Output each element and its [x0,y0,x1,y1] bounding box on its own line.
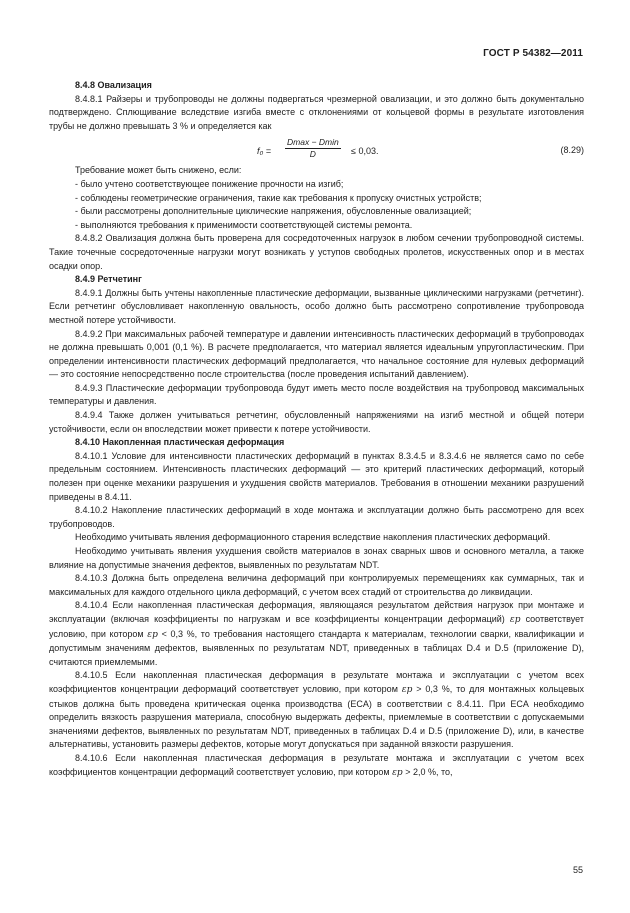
list-item: - было учтено соответствующее понижение прочности на изгиб; [75,178,344,189]
list-item: - соблюдены геометрические ограничения, такие как требования к пропуску очистных устройств; [75,192,482,203]
text-segment: 8.4.10.4 Если накопленная пластическая деформация, являющаяся результатом действия нагрузок при монтаже и эксплуатации (включая коэффициенты по нагрузкам и все коэффициенты концентрации деформаций) [49,600,584,624]
paragraph-8-4-10-6 [49,752,584,780]
paragraph-8-4-10-3: 8.4.10.3 Должна быть определена величина деформаций при контролируемых перемещениях как суммарных, так и максимальных для каждого отдельного цикла деформаций, с учетом всех стадий от строительства до ликвидации. [49,573,584,597]
formula-numerator: Dmax − Dmin [287,137,339,148]
epsilon-symbol: εp [147,629,158,640]
text-segment: 8.4.10.5 Если накопленная пластическая деформация в результате монтажа и эксплуатации с учетом всех коэффициентов концентрации деформаций соответствует условию, при котором [49,670,584,694]
formula-rhs: ≤ 0,03. [351,146,379,157]
section-heading-8-4-10: 8.4.10 Накопленная пластическая деформация [75,437,285,448]
paragraph-8-4-10-2: 8.4.10.2 Накопление пластических деформаций в ходе монтажа и эксплуатации должно быть рассмотрено для всех трубопроводов. [49,505,584,529]
paragraph-8-4-10-4 [49,599,584,669]
paragraph-8-4-9-1: 8.4.9.1 Должны быть учтены накопленные пластические деформации, вызванные циклическими нагрузками (ретчетинг). Если ретчетинг обусловливает накопленную овальность, особо должно быть рассмотрено сопротивление трубопровода местной потере устойчивости. [49,287,584,325]
paragraph-8-4-8-2: 8.4.8.2 Овализация должна быть проверена для сосредоточенных нагрузок в любом сечении трубопроводной системы. Такие точечные сосредоточенные нагрузки могут возникать у уступов свободных пролетов, искусственных опор и в местах осадки опор. [49,233,584,271]
formula-8-29 [49,137,584,159]
paragraph-aging: Необходимо учитывать явления деформационного старения вследствие накопления пластических деформаций. [75,532,551,543]
epsilon-symbol: εp [401,684,413,695]
epsilon-symbol: εp [509,614,521,625]
paragraph-degradation: Необходимо учитывать явления ухудшения свойств материалов в зонах сварных швов и основного металла, а также влияние на допустимые значения дефектов, выявленных по результатам NDT. [49,546,584,570]
paragraph-8-4-9-3: 8.4.9.3 Пластические деформации трубопровода будут иметь место после воздействия на трубопровод максимальных температуры и давления. [49,382,584,407]
paragraph-8-4-9-2: 8.4.9.2 При максимальных рабочей температуре и давлении интенсивность пластических деформаций в трубопроводах не должна превышать 0,001 (0,1 %). В расчете предполагается, что материал является идеальным упругопластическим. При определении интенсивности пластических деформаций предполагается, что начальное состояние для нулевых деформаций — это состояние непосредственно после строительства (после проведения испытаний давлением). [49,328,584,380]
formula-fraction [285,137,341,160]
paragraph-8-4-8-1: 8.4.8.1 Райзеры и трубопроводы не должны подвергаться чрезмерной овализации, и это должно быть документально подтверждено. Сплющивание вследствие изгиба вместе с отклонениями от кольцевой формы в результате изготовления трубы не должно превышать 3 % и определяется как [49,93,584,131]
formula-denominator: D [309,149,316,160]
paragraph-8-4-10-1: 8.4.10.1 Условие для интенсивности пластических деформаций в пунктах 8.3.4.5 и 8.3.4.6 не является само по себе предельным состоянием. Интенсивность пластических деформаций — это критерий пластических деформаций, который полезен при оценке механики разрушения и ухудшения свойств материалов. Требования в отношении механики разрушений приведены в 8.4.11. [49,450,584,502]
section-heading-8-4-8: 8.4.8 Овализация [75,80,152,90]
document-code: ГОСТ Р 54382—2011 [483,48,583,59]
text-segment: соответствует условию, при котором [49,613,584,639]
text-segment: > 0,3 %, то для монтажных кольцевых стыков должна быть проведена критическая оценка производства (ECA) в соответствии с 8.4.11. При ECA необходимо определить вязкость разрушения материала, способную выдержать дефекты, приемлемые в соответствии с допускаемыми значениями дефектов, выявленных по результатам NDT, приведенных в таблицах D.4 и D.5 (приложение D), или, в качестве альтернативы, установить размеры дефектов, которые могут допускаться при заданной вязкости разрушения. [49,683,584,750]
list-item: - выполняются требования к применимости соответствующей системы ремонта. [75,219,413,230]
formula-number: (8.29) [560,145,584,156]
requirement-intro: Требование может быть снижено, если: [75,165,242,176]
formula-lhs: f₀ = [257,146,272,157]
section-heading-8-4-9: 8.4.9 Ретчетинг [75,274,142,285]
text-segment: > 2,0 %, то, [405,766,453,777]
text-segment: < 0,3 %, то требования настоящего стандарта к материалам, технологии сварки, квалификации и допустимым значениям дефектов, выявленных по результатам NDT, приведенных в таблицах D.4 и D.5 (приложение D), считаются приемлемыми. [49,628,584,667]
page-content [49,79,584,780]
epsilon-symbol: εp [392,767,403,778]
text-segment: 8.4.10.6 Если накопленная пластическая деформация в результате монтажа и эксплуатации с учетом всех коэффициентов концентрации деформаций соответствует условию, при котором [49,752,584,777]
page-number: 55 [572,865,583,875]
paragraph-8-4-9-4: 8.4.9.4 Также должен учитываться ретчетинг, обусловленный напряжениями на изгиб местной и общей потери устойчивости, если он впоследствии может привести к потере устойчивости. [49,410,584,434]
paragraph-8-4-10-5 [49,669,584,752]
list-item: - были рассмотрены дополнительные циклические напряжения, обусловленные овализацией; [75,206,472,217]
